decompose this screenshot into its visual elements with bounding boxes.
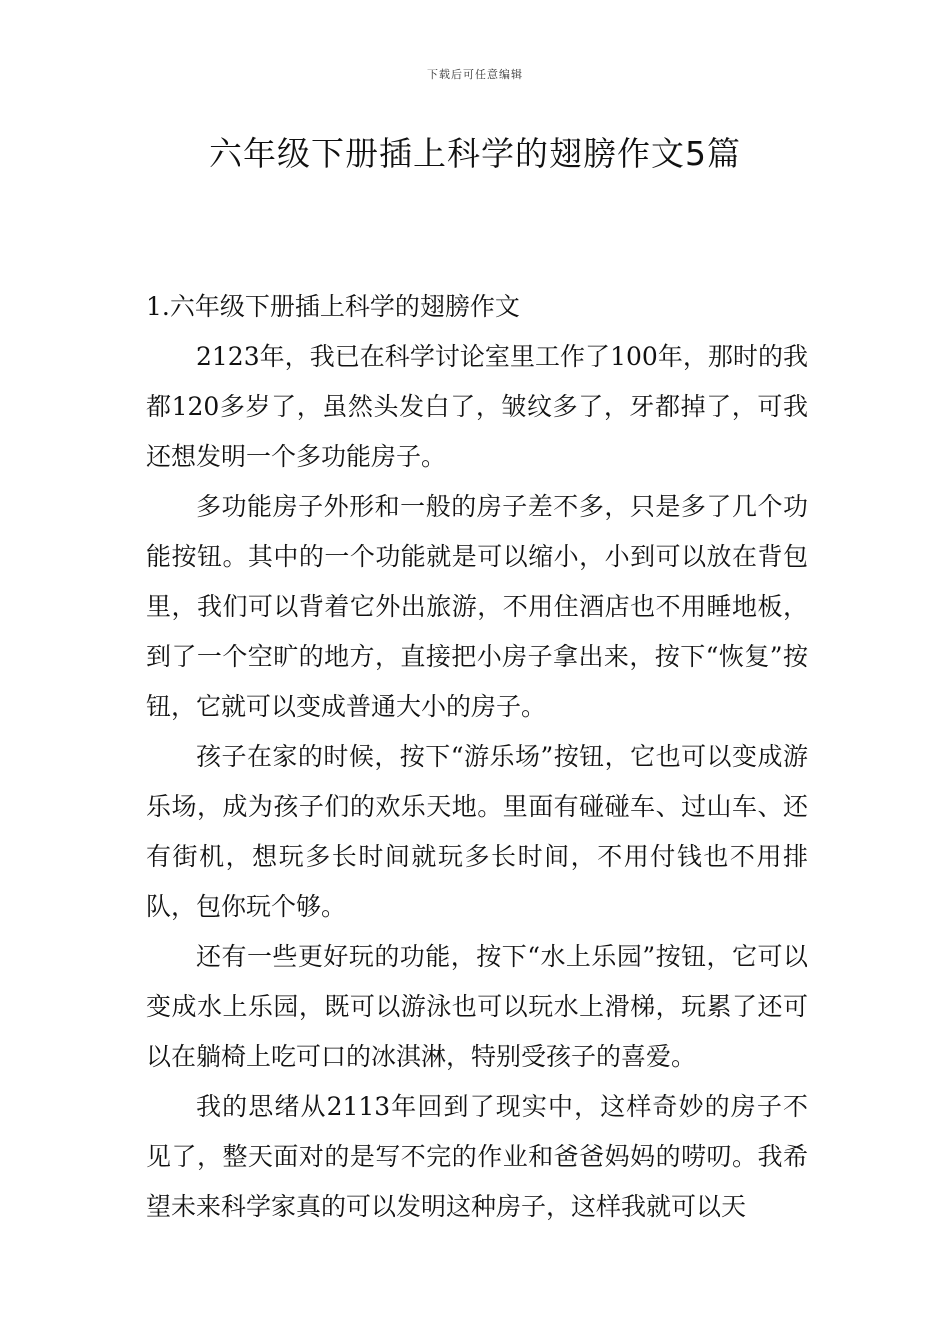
document-title: 六年级下册插上科学的翅膀作文5篇 — [209, 134, 741, 173]
paragraph-1: 2123年，我已在科学讨论室里工作了100年，那时的我都120多岁了，虽然头发白了，皱纹多了，牙都掉了，可我还想发明一个多功能房子。 — [146, 342, 808, 471]
paragraph-3: 孩子在家的时候，按下“游乐场”按钮，它也可以变成游乐场，成为孩子们的欢乐天地。里面有碰碰车、过山车、还有街机，想玩多长时间就玩多长时间，不用付钱也不用排队，包你玩个够。 — [146, 742, 808, 921]
paragraph-4: 还有一些更好玩的功能，按下“水上乐园”按钮，它可以变成水上乐园，既可以游泳也可以玩水上滑梯，玩累了还可以在躺椅上吃可口的冰淇淋，特别受孩子的喜爱。 — [146, 942, 808, 1071]
paragraph-2: 多功能房子外形和一般的房子差不多，只是多了几个功能按钮。其中的一个功能就是可以缩小，小到可以放在背包里，我们可以背着它外出旅游，不用住酒店也不用睡地板，到了一个空旷的地方，直接把小房子拿出来，按下“恢复”按钮，它就可以变成普通大小的房子。 — [146, 492, 808, 721]
header-note: 下载后可任意编辑 — [427, 68, 523, 81]
paragraph-5: 我的思绪从2113年回到了现实中，这样奇妙的房子不见了，整天面对的是写不完的作业和爸爸妈妈的唠叨。我希望未来科学家真的可以发明这种房子，这样我就可以天 — [146, 1092, 808, 1221]
section-heading: 1.六年级下册插上科学的翅膀作文 — [146, 292, 520, 321]
document-body — [146, 282, 808, 1232]
